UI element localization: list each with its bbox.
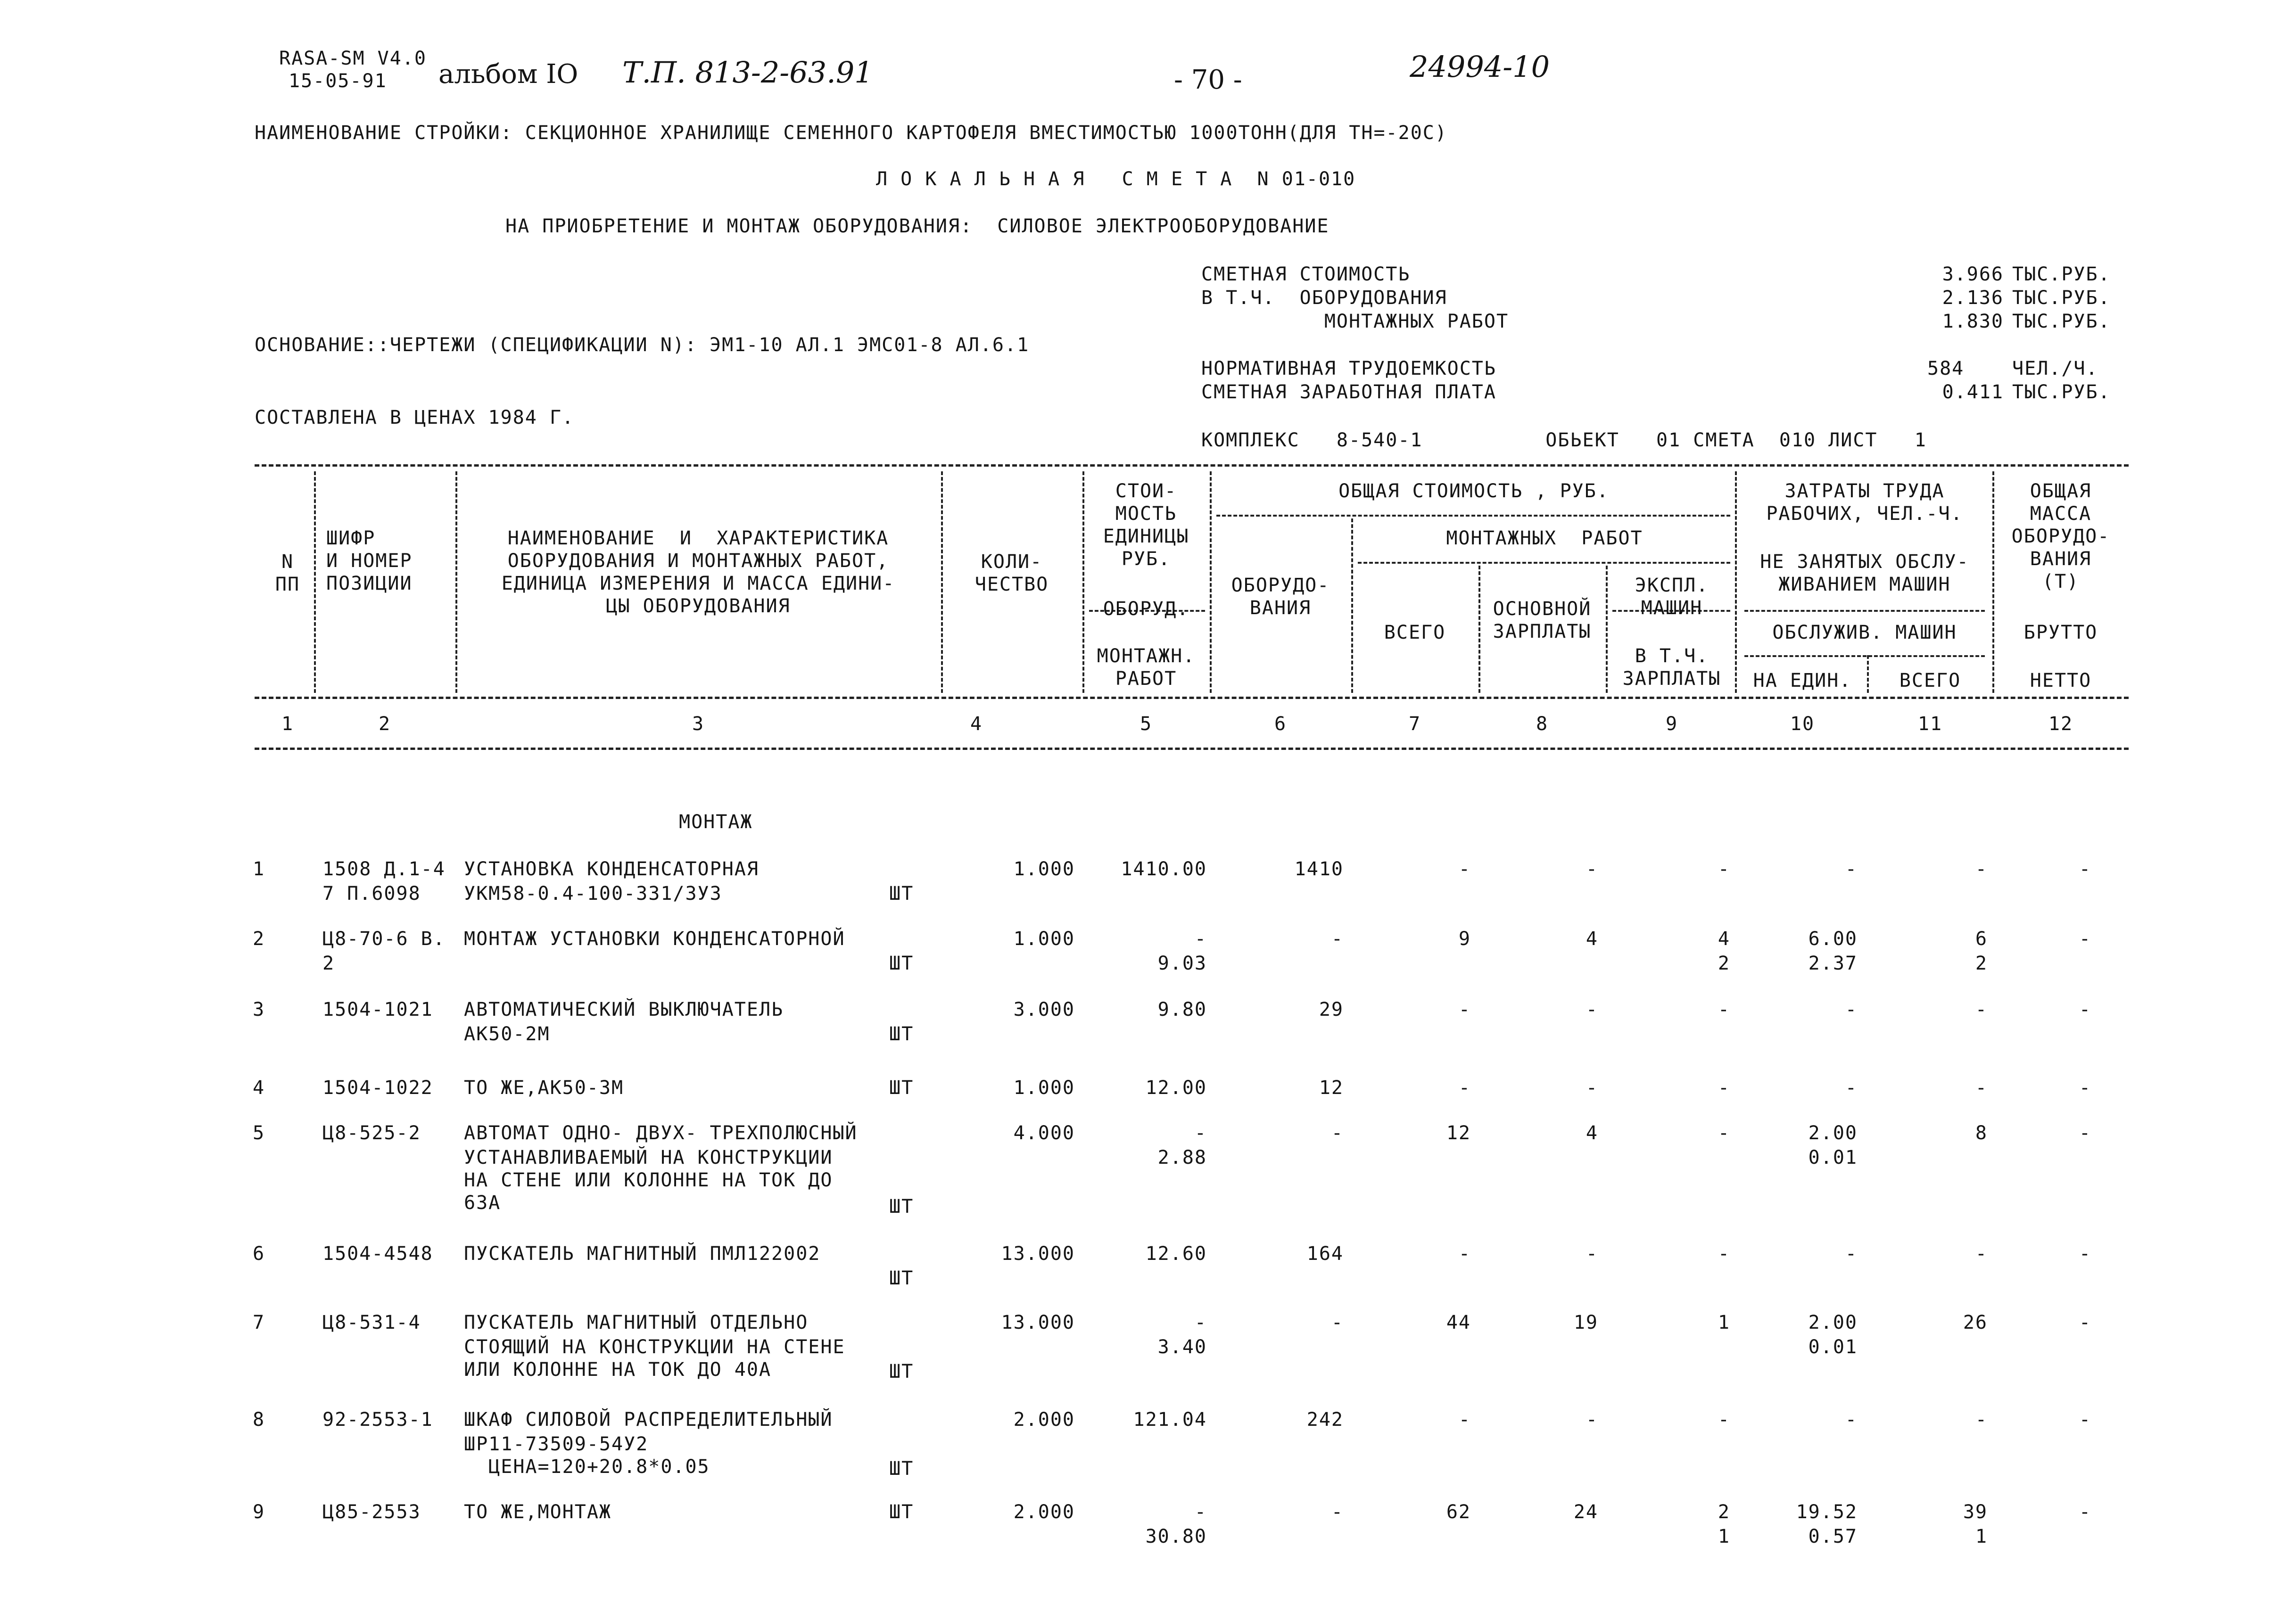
row-equipment-cost: -	[1331, 1312, 1344, 1333]
row-mass: -	[2079, 1077, 2091, 1099]
column-number: 10	[1790, 713, 1815, 735]
row-labor-total: -	[1975, 1243, 1988, 1265]
row-name: АВТОМАТИЧЕСКИЙ ВЫКЛЮЧАТЕЛЬ	[464, 999, 784, 1020]
row-labor-total: 8	[1975, 1122, 1988, 1144]
header-mounting: МОНТАЖНЫХ РАБОТ	[1446, 527, 1643, 549]
row-number: 5	[253, 1122, 265, 1144]
row-unit-cost: 12.60	[1145, 1243, 1207, 1265]
row-labor-total: 26	[1963, 1312, 1988, 1333]
row-unit-cost: -	[1194, 1312, 1207, 1333]
column-number: 4	[970, 713, 983, 735]
column-number: 11	[1917, 713, 1943, 735]
row-code: 92-2553-1	[322, 1409, 433, 1431]
row-unit: ШТ	[889, 1458, 914, 1480]
summary-unit: ТЫС.РУБ.	[2012, 381, 2111, 403]
row-equipment-cost: 29	[1319, 999, 1344, 1020]
row-labor-unit: 6.00	[1808, 928, 1858, 950]
row-number: 8	[253, 1409, 265, 1431]
header-mass-net: НЕТТО	[2030, 670, 2092, 691]
row-machines: -	[1718, 1409, 1730, 1431]
project-number: Т.П. 813-2-63.91	[622, 55, 873, 90]
row-mounting-wage: 4	[1586, 1122, 1598, 1144]
row-unit-cost: -	[1194, 1122, 1207, 1144]
row-code: Ц8-525-2	[322, 1122, 421, 1144]
estimate-basis: ОСНОВАНИЕ::ЧЕРТЕЖИ (СПЕЦИФИКАЦИИ N): ЭМ1-10 АЛ.1 ЭМС01-8 АЛ.6.1	[255, 334, 1030, 356]
row-quantity: 2.000	[1013, 1409, 1075, 1431]
row-mass: -	[2079, 1243, 2091, 1265]
row-mass: -	[2079, 1122, 2091, 1144]
row-unit: ШТ	[889, 1077, 914, 1099]
construction-title: НАИМЕНОВАНИЕ СТРОЙКИ: СЕКЦИОННОЕ ХРАНИЛИЩЕ СЕМЕННОГО КАРТОФЕЛЯ ВМЕСТИМОСТЬЮ 1000ТОНН(ДЛЯ ТН=-20С)	[255, 122, 1447, 144]
row-equipment-cost: 12	[1319, 1077, 1344, 1099]
row-equipment-cost: -	[1331, 1122, 1344, 1144]
row-labor-unit: 19.52	[1796, 1501, 1858, 1523]
row-number: 9	[253, 1501, 265, 1523]
row-name: УСТАНОВКА КОНДЕНСАТОРНАЯ	[464, 858, 759, 880]
estimate-title: Л О К А Л Ь Н А Я С М Е Т А N 01-010	[876, 168, 1356, 190]
row-number: 1	[253, 858, 265, 880]
row-labor-unit: -	[1845, 999, 1858, 1020]
section-title: МОНТАЖ	[679, 811, 753, 833]
header-machines-wage: В Т.Ч. ЗАРПЛАТЫ	[1622, 645, 1721, 690]
column-number: 9	[1665, 713, 1678, 735]
summary-label: СМЕТНАЯ ЗАРАБОТНАЯ ПЛАТА	[1201, 381, 1496, 403]
header-mass-gross: БРУТТО	[2023, 622, 2098, 643]
row-machines: -	[1718, 1122, 1730, 1144]
document-code: 24994-10	[1410, 49, 1550, 84]
row-mounting-wage: -	[1586, 858, 1598, 880]
column-divider	[1082, 471, 1084, 693]
summary-label: СМЕТНАЯ СТОИМОСТЬ	[1201, 263, 1411, 285]
row-quantity: 4.000	[1013, 1122, 1075, 1144]
row-machines: 1	[1718, 1312, 1730, 1333]
row-mass: -	[2079, 1409, 2091, 1431]
row-unit: ШТ	[889, 1501, 914, 1523]
row-machines-wage: 2	[1718, 953, 1730, 974]
row-mounting-total: -	[1458, 1409, 1471, 1431]
program-version: RASA-SM V4.0	[279, 48, 427, 69]
row-mounting-wage: -	[1586, 1243, 1598, 1265]
summary-unit: ТЫС.РУБ.	[2012, 287, 2111, 309]
complex-object-line: КОМПЛЕКС 8-540-1 ОБЬЕКТ 01 СМЕТА 010 ЛИСТ 1	[1201, 429, 1927, 451]
summary-label: В Т.Ч. ОБОРУДОВАНИЯ	[1201, 287, 1447, 309]
header-unit-cost: СТОИ- МОСТЬ ЕДИНИЦЫ РУБ.	[1103, 480, 1189, 570]
row-labor-unit-machines: 0.01	[1808, 1147, 1858, 1168]
row-labor-total: 6	[1975, 928, 1988, 950]
row-labor-total-machines: 1	[1975, 1526, 1988, 1547]
row-number: 3	[253, 999, 265, 1020]
row-code: 1508 Д.1-4	[322, 858, 446, 880]
header-mass: ОБЩАЯ МАССА ОБОРУДО- ВАНИЯ (Т)	[2011, 480, 2110, 592]
row-quantity: 1.000	[1013, 928, 1075, 950]
row-machines: -	[1718, 1077, 1730, 1099]
row-mounting-total: -	[1458, 858, 1471, 880]
row-mounting-total: 62	[1446, 1501, 1471, 1523]
row-number: 2	[253, 928, 265, 950]
column-divider	[1606, 566, 1608, 693]
column-divider	[1867, 655, 1869, 693]
header-name: НАИМЕНОВАНИЕ И ХАРАКТЕРИСТИКА ОБОРУДОВАНИЯ И МОНТАЖНЫХ РАБОТ, ЕДИНИЦА ИЗМЕРЕНИЯ И МАССА ЕДИНИ- ЦЫ ОБОРУДОВАНИЯ	[501, 527, 895, 617]
row-quantity: 13.000	[1001, 1312, 1075, 1333]
row-number: 7	[253, 1312, 265, 1333]
summary-label: НОРМАТИВНАЯ ТРУДОЕМКОСТЬ	[1201, 358, 1496, 379]
row-mounting-wage: -	[1586, 1409, 1598, 1431]
row-equipment-cost: 1410	[1294, 858, 1344, 880]
row-labor-total: -	[1975, 999, 1988, 1020]
row-labor-unit-machines: 2.37	[1808, 953, 1858, 974]
header-unit-cost-equipment: ОБОРУД.	[1103, 598, 1189, 620]
row-name: АВТОМАТ ОДНО- ДВУХ- ТРЕХПОЛЮСНЫЙ	[464, 1122, 858, 1144]
row-labor-unit: 2.00	[1808, 1122, 1858, 1144]
row-machines-wage: 1	[1718, 1526, 1730, 1547]
header-subrule	[1358, 562, 1730, 564]
header-unit-cost-mounting: МОНТАЖН. РАБОТ	[1097, 645, 1196, 690]
row-mounting-wage: -	[1586, 999, 1598, 1020]
header-machines: ЭКСПЛ. МАШИН	[1635, 575, 1709, 619]
header-mounting-total: ВСЕГО	[1384, 622, 1446, 643]
row-mounting-wage: 19	[1573, 1312, 1598, 1333]
column-number: 1	[281, 713, 294, 735]
row-unit-cost: 9.80	[1157, 999, 1207, 1020]
summary-value: 1.830	[1942, 311, 2004, 332]
column-divider	[314, 471, 316, 693]
row-name: ПУСКАТЕЛЬ МАГНИТНЫЙ ОТДЕЛЬНО	[464, 1312, 809, 1333]
row-unit-cost: 1410.00	[1121, 858, 1207, 880]
row-code: Ц8-531-4	[322, 1312, 421, 1333]
row-name-cont: УСТАНАВЛИВАЕМЫЙ НА КОНСТРУКЦИИ НА СТЕНЕ ИЛИ КОЛОННЕ НА ТОК ДО 63А	[464, 1147, 833, 1214]
header-rule	[255, 697, 2129, 699]
row-unit-cost: -	[1194, 928, 1207, 950]
row-name-cont: ШР11-73509-54У2 ЦЕНА=120+20.8*0.05	[464, 1433, 710, 1478]
column-number: 8	[1536, 713, 1549, 735]
row-labor-unit-machines: 0.01	[1808, 1336, 1858, 1358]
header-labor-unit: НА ЕДИН.	[1753, 670, 1852, 691]
row-mounting-total: -	[1458, 1077, 1471, 1099]
row-quantity: 13.000	[1001, 1243, 1075, 1265]
header-bottom-rule	[255, 748, 2129, 750]
column-number: 12	[2048, 713, 2073, 735]
header-subrule	[1216, 515, 1730, 517]
row-code: 1504-4548	[322, 1243, 433, 1265]
header-subrule	[1744, 655, 1985, 657]
header-labor-total: ВСЕГО	[1899, 670, 1961, 691]
header-total-equipment: ОБОРУДО- ВАНИЯ	[1231, 575, 1330, 619]
row-labor-total: -	[1975, 858, 1988, 880]
row-unit: ШТ	[889, 883, 914, 905]
row-quantity: 1.000	[1013, 1077, 1075, 1099]
header-labor: ЗАТРАТЫ ТРУДА РАБОЧИХ, ЧЕЛ.-Ч.	[1766, 480, 1963, 525]
summary-value: 3.966	[1942, 263, 2004, 285]
row-machines: -	[1718, 858, 1730, 880]
estimate-purpose: НА ПРИОБРЕТЕНИЕ И МОНТАЖ ОБОРУДОВАНИЯ: СИЛОВОЕ ЭЛЕКТРООБОРУДОВАНИЕ	[505, 215, 1330, 237]
header-n: N ПП	[275, 551, 300, 595]
row-code: 1504-1021	[322, 999, 433, 1020]
row-name-cont: АК50-2М	[464, 1023, 550, 1045]
header-qty: КОЛИ- ЧЕСТВО	[975, 551, 1049, 595]
row-labor-unit: -	[1845, 858, 1858, 880]
row-labor-unit: -	[1845, 1077, 1858, 1099]
column-divider	[1210, 471, 1212, 693]
row-code-cont: 7 П.6098	[322, 883, 421, 905]
column-number: 7	[1408, 713, 1421, 735]
summary-value: 0.411	[1942, 381, 2004, 403]
column-number: 5	[1140, 713, 1153, 735]
column-divider	[941, 471, 943, 693]
row-code: 1504-1022	[322, 1077, 433, 1099]
row-unit-cost: 121.04	[1133, 1409, 1207, 1431]
row-machines: -	[1718, 1243, 1730, 1265]
row-unit-cost-mounting: 2.88	[1157, 1147, 1207, 1168]
row-unit: ШТ	[889, 1196, 914, 1217]
row-quantity: 1.000	[1013, 858, 1075, 880]
header-code: ШИФР И НОМЕР ПОЗИЦИИ	[326, 527, 413, 594]
row-labor-unit: -	[1845, 1243, 1858, 1265]
header-labor-machines: ОБСЛУЖИВ. МАШИН	[1772, 622, 1957, 643]
header-mounting-wage: ОСНОВНОЙ ЗАРПЛАТЫ	[1493, 598, 1592, 642]
row-mounting-total: -	[1458, 999, 1471, 1020]
row-mounting-wage: 4	[1586, 928, 1598, 950]
row-machines: -	[1718, 999, 1730, 1020]
column-divider	[1351, 518, 1353, 693]
row-machines: 2	[1718, 1501, 1730, 1523]
summary-unit: ТЫС.РУБ.	[2012, 311, 2111, 332]
row-machines: 4	[1718, 928, 1730, 950]
row-labor-total-machines: 2	[1975, 953, 1988, 974]
row-equipment-cost: 242	[1306, 1409, 1344, 1431]
row-mass: -	[2079, 928, 2091, 950]
row-name-cont: УКМ58-0.4-100-331/3У3	[464, 883, 722, 905]
row-mounting-total: -	[1458, 1243, 1471, 1265]
row-mounting-wage: -	[1586, 1077, 1598, 1099]
row-mass: -	[2079, 858, 2091, 880]
row-mounting-total: 9	[1458, 928, 1471, 950]
column-number: 6	[1274, 713, 1287, 735]
row-name: ТО ЖЕ,АК50-3М	[464, 1077, 624, 1099]
column-divider	[1735, 471, 1737, 693]
album-label: альбом IO	[438, 59, 578, 90]
row-code: Ц8-70-6 В.	[322, 928, 446, 950]
row-unit: ШТ	[889, 1267, 914, 1289]
row-code-cont: 2	[322, 953, 335, 974]
row-unit-cost-mounting: 30.80	[1145, 1526, 1207, 1547]
header-total-cost: ОБЩАЯ СТОИМОСТЬ , РУБ.	[1338, 480, 1609, 502]
row-name: МОНТАЖ УСТАНОВКИ КОНДЕНСАТОРНОЙ	[464, 928, 845, 950]
summary-unit: ЧЕЛ./Ч.	[2012, 358, 2098, 379]
row-quantity: 3.000	[1013, 999, 1075, 1020]
row-code: Ц85-2553	[322, 1501, 421, 1523]
row-name: ПУСКАТЕЛЬ МАГНИТНЫЙ ПМЛ122002	[464, 1243, 821, 1265]
row-labor-unit-machines: 0.57	[1808, 1526, 1858, 1547]
row-mounting-wage: 24	[1573, 1501, 1598, 1523]
column-number: 2	[378, 713, 391, 735]
page-number: - 70 -	[1174, 65, 1242, 95]
row-labor-unit: -	[1845, 1409, 1858, 1431]
row-unit: ШТ	[889, 1023, 914, 1045]
row-quantity: 2.000	[1013, 1501, 1075, 1523]
row-unit: ШТ	[889, 953, 914, 974]
row-mounting-total: 44	[1446, 1312, 1471, 1333]
table-top-rule	[255, 464, 2129, 467]
row-unit-cost-mounting: 9.03	[1157, 953, 1207, 974]
row-labor-unit: 2.00	[1808, 1312, 1858, 1333]
summary-value: 2.136	[1942, 287, 2004, 309]
row-labor-total: -	[1975, 1409, 1988, 1431]
row-name: ШКАФ СИЛОВОЙ РАСПРЕДЕЛИТЕЛЬНЫЙ	[464, 1409, 833, 1431]
row-name-cont: СТОЯЩИЙ НА КОНСТРУКЦИИ НА СТЕНЕ ИЛИ КОЛОННЕ НА ТОК ДО 40А	[464, 1336, 845, 1381]
row-number: 4	[253, 1077, 265, 1099]
price-basis: СОСТАВЛЕНА В ЦЕНАХ 1984 Г.	[255, 407, 575, 428]
summary-value: 584	[1927, 358, 1965, 379]
row-unit: ШТ	[889, 1361, 914, 1382]
row-name: ТО ЖЕ,МОНТАЖ	[464, 1501, 611, 1523]
row-equipment-cost: -	[1331, 1501, 1344, 1523]
summary-label: МОНТАЖНЫХ РАБОТ	[1201, 311, 1509, 332]
row-mass: -	[2079, 1501, 2091, 1523]
column-number: 3	[692, 713, 705, 735]
row-equipment-cost: -	[1331, 928, 1344, 950]
row-mounting-total: 12	[1446, 1122, 1471, 1144]
row-labor-total: 39	[1963, 1501, 1988, 1523]
row-unit-cost-mounting: 3.40	[1157, 1336, 1207, 1358]
row-equipment-cost: 164	[1306, 1243, 1344, 1265]
row-mass: -	[2079, 999, 2091, 1020]
column-divider	[1992, 471, 1994, 693]
row-unit-cost: -	[1194, 1501, 1207, 1523]
row-mass: -	[2079, 1312, 2091, 1333]
row-number: 6	[253, 1243, 265, 1265]
row-unit-cost: 12.00	[1145, 1077, 1207, 1099]
print-date: 15-05-91	[289, 70, 387, 92]
row-labor-total: -	[1975, 1077, 1988, 1099]
column-divider	[455, 471, 457, 693]
summary-unit: ТЫС.РУБ.	[2012, 263, 2111, 285]
header-labor-sub: НЕ ЗАНЯТЫХ ОБСЛУ- ЖИВАНИЕМ МАШИН	[1760, 551, 1969, 595]
column-divider	[1478, 566, 1480, 693]
header-subrule	[1744, 610, 1985, 612]
